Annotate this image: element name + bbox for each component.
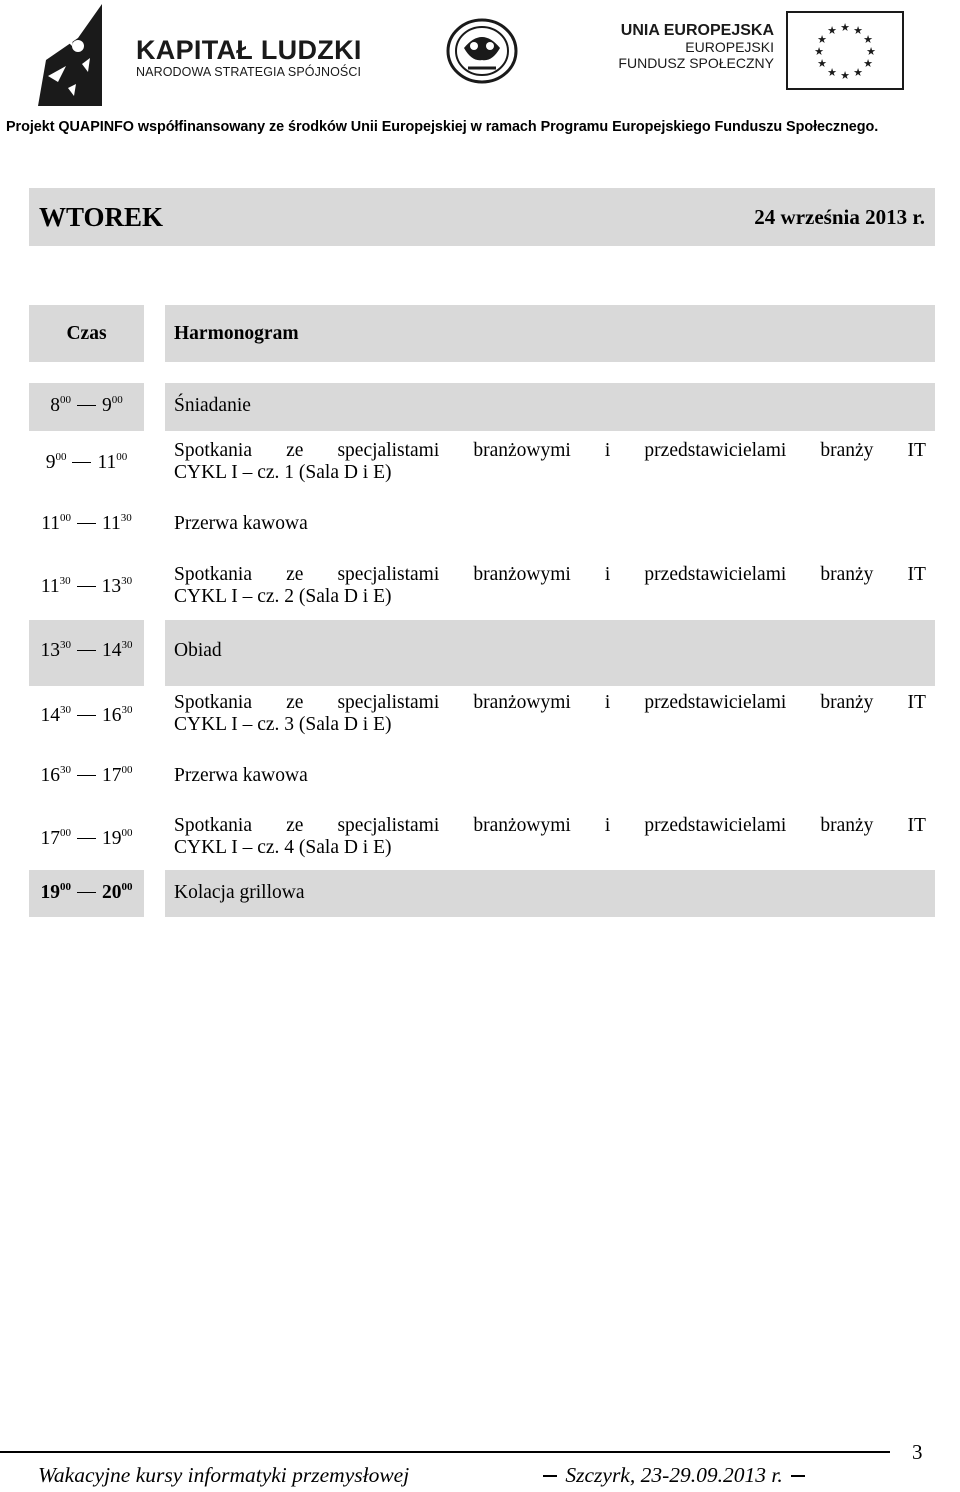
- time-cell: [29, 432, 144, 502]
- activity-line-2: CYKL I – cz. 4 (Sala D i E): [174, 837, 392, 858]
- day-name: WTOREK: [39, 202, 164, 232]
- day-header-bar: [29, 188, 935, 246]
- time-dash: [77, 650, 96, 652]
- word: branżowymi: [473, 564, 571, 585]
- activity-line-1: [174, 687, 926, 714]
- eu-line-1: UNIA EUROPEJSKA: [620, 22, 774, 39]
- end-minute: 00: [121, 764, 133, 776]
- word: branżowymi: [473, 440, 571, 461]
- eu-flag-icon: [786, 11, 904, 90]
- start-hour: 9: [45, 452, 56, 473]
- word: Spotkania: [174, 692, 252, 713]
- start-hour: 11: [41, 513, 60, 534]
- footer-place-date: [540, 1463, 808, 1488]
- project-funding-line: Projekt QUAPINFO współfinansowany ze środków Unii Europejskiej w ramach Programu Europejskiego Funduszu Społecznego.: [6, 119, 879, 135]
- word: i: [604, 440, 611, 461]
- activity-text: Śniadanie: [174, 395, 251, 416]
- start-hour: 19: [40, 882, 60, 903]
- kapital-ludzki-title: KAPITAŁ LUDZKI: [136, 35, 362, 65]
- end-minute: 00: [121, 827, 133, 839]
- word: specjalistami: [337, 815, 440, 836]
- svg-text:★: ★: [853, 24, 863, 37]
- schedule-row: [29, 383, 935, 431]
- start-hour: 11: [40, 576, 60, 597]
- end-hour: 11: [97, 452, 117, 473]
- word: Spotkania: [174, 564, 252, 585]
- activity-line-2: CYKL I – cz. 3 (Sala D i E): [174, 714, 392, 735]
- word: branży: [820, 815, 874, 836]
- schedule-row: [29, 753, 935, 803]
- activity-text: Przerwa kawowa: [174, 513, 308, 534]
- footer-rule: [0, 1451, 890, 1453]
- word: branżowymi: [473, 692, 571, 713]
- svg-text:★: ★: [827, 66, 837, 79]
- activity-text: Obiad: [174, 640, 222, 661]
- start-hour: 14: [40, 705, 60, 726]
- word: specjalistami: [337, 564, 440, 585]
- time-cell: [29, 753, 144, 803]
- start-minute: 00: [60, 827, 71, 839]
- start-hour: 16: [40, 765, 60, 786]
- page-number: 3: [912, 1440, 923, 1464]
- word: przedstawicielami: [644, 815, 787, 836]
- word: przedstawicielami: [644, 440, 787, 461]
- svg-text:★: ★: [853, 66, 863, 79]
- svg-text:★: ★: [827, 24, 837, 37]
- activity-text: Przerwa kawowa: [174, 765, 308, 786]
- start-minute: 30: [60, 704, 71, 716]
- svg-text:★: ★: [840, 69, 850, 82]
- svg-text:★: ★: [863, 57, 873, 70]
- activity-cell: [165, 687, 935, 749]
- word: branży: [820, 564, 874, 585]
- eu-line-2: EUROPEJSKI: [685, 39, 774, 55]
- end-hour: 20: [102, 882, 122, 903]
- kapital-ludzki-wordmark: [136, 36, 362, 80]
- word: IT: [907, 440, 926, 461]
- end-minute: 00: [111, 394, 123, 406]
- activity-cell: [165, 753, 935, 803]
- word: IT: [907, 815, 926, 836]
- start-minute: 00: [60, 881, 71, 893]
- word: ze: [286, 692, 304, 713]
- word: branży: [820, 692, 874, 713]
- schedule-row: [29, 620, 935, 686]
- schedule-row: [29, 432, 935, 502]
- word: Spotkania: [174, 815, 252, 836]
- word: i: [604, 564, 611, 585]
- time-cell: [29, 687, 144, 749]
- schedule-row: [29, 870, 935, 917]
- time-dash: [77, 892, 96, 894]
- schedule-row: [29, 503, 935, 549]
- time-cell: [29, 383, 144, 431]
- start-hour: 8: [50, 395, 60, 416]
- end-minute: 30: [121, 575, 133, 587]
- footer-dash: [543, 1475, 557, 1477]
- word: i: [604, 815, 611, 836]
- time-dash: [77, 523, 96, 525]
- column-header-time: Czas: [29, 305, 144, 362]
- activity-line-1: [174, 810, 926, 837]
- time-dash: [77, 586, 96, 588]
- word: ze: [286, 564, 304, 585]
- word: Spotkania: [174, 440, 252, 461]
- time-cell: [29, 558, 144, 620]
- word: specjalistami: [337, 692, 440, 713]
- end-minute: 00: [121, 881, 133, 893]
- start-minute: 00: [55, 451, 67, 463]
- activity-cell: [165, 383, 935, 431]
- end-minute: 30: [121, 704, 133, 716]
- time-dash: [77, 405, 96, 407]
- pmiir-emblem-icon: [446, 18, 518, 84]
- word: specjalistami: [337, 440, 440, 461]
- start-minute: 00: [60, 512, 71, 524]
- end-hour: 16: [102, 705, 122, 726]
- schedule-row: [29, 687, 935, 749]
- time-dash: [72, 462, 91, 464]
- svg-text:★: ★: [840, 21, 850, 34]
- end-hour: 14: [102, 640, 122, 661]
- end-hour: 11: [102, 513, 121, 534]
- start-minute: 30: [59, 575, 71, 587]
- kapital-ludzki-subtitle: NARODOWA STRATEGIA SPÓJNOŚCI: [136, 65, 362, 79]
- footer-course-title: Wakacyjne kursy informatyki przemysłowej: [38, 1463, 410, 1487]
- word: IT: [907, 692, 926, 713]
- eu-wordmark: [560, 22, 774, 71]
- start-hour: 17: [40, 828, 60, 849]
- word: branżowymi: [473, 815, 571, 836]
- word: branży: [820, 440, 874, 461]
- time-cell: [29, 870, 144, 917]
- eu-line-3: FUNDUSZ SPOŁECZNY: [618, 55, 774, 71]
- time-cell: [29, 620, 144, 686]
- kapital-ludzki-logo-icon: [38, 2, 102, 106]
- end-minute: 30: [120, 512, 132, 524]
- activity-line-1: [174, 432, 926, 462]
- start-minute: 00: [60, 394, 71, 406]
- end-minute: 30: [121, 639, 133, 651]
- time-cell: [29, 810, 144, 868]
- activity-text: Kolacja grillowa: [174, 882, 305, 903]
- word: przedstawicielami: [644, 564, 787, 585]
- word: przedstawicielami: [644, 692, 787, 713]
- schedule-row: [29, 810, 935, 868]
- day-date: 24 września 2013 r.: [754, 205, 925, 229]
- svg-text:★: ★: [814, 45, 824, 58]
- word: ze: [286, 440, 304, 461]
- time-dash: [77, 715, 96, 717]
- word: IT: [907, 564, 926, 585]
- activity-line-1: [174, 558, 926, 586]
- column-header-schedule: Harmonogram: [165, 305, 935, 362]
- word: i: [604, 692, 611, 713]
- svg-text:★: ★: [817, 33, 827, 46]
- start-minute: 30: [60, 639, 71, 651]
- end-hour: 17: [102, 765, 122, 786]
- time-dash: [77, 838, 96, 840]
- activity-cell: [165, 503, 935, 549]
- activity-line-2: CYKL I – cz. 1 (Sala D i E): [174, 462, 392, 483]
- end-minute: 00: [116, 451, 128, 463]
- end-hour: 13: [101, 576, 122, 597]
- activity-cell: [165, 620, 935, 686]
- svg-text:★: ★: [817, 57, 827, 70]
- end-hour: 19: [102, 828, 122, 849]
- activity-cell: [165, 870, 935, 917]
- end-hour: 9: [102, 395, 112, 416]
- footer-dash: [791, 1475, 805, 1477]
- schedule-row: [29, 558, 935, 620]
- start-minute: 30: [60, 764, 71, 776]
- activity-line-2: CYKL I – cz. 2 (Sala D i E): [174, 586, 392, 607]
- word: ze: [286, 815, 304, 836]
- start-hour: 13: [40, 640, 60, 661]
- time-cell: [29, 503, 144, 549]
- svg-text:★: ★: [866, 45, 876, 58]
- time-dash: [77, 775, 96, 777]
- footer-place-date-text: Szczyrk, 23-29.09.2013 r.: [565, 1463, 783, 1487]
- activity-cell: [165, 432, 935, 502]
- svg-text:★: ★: [863, 33, 873, 46]
- activity-cell: [165, 810, 935, 868]
- activity-cell: [165, 558, 935, 620]
